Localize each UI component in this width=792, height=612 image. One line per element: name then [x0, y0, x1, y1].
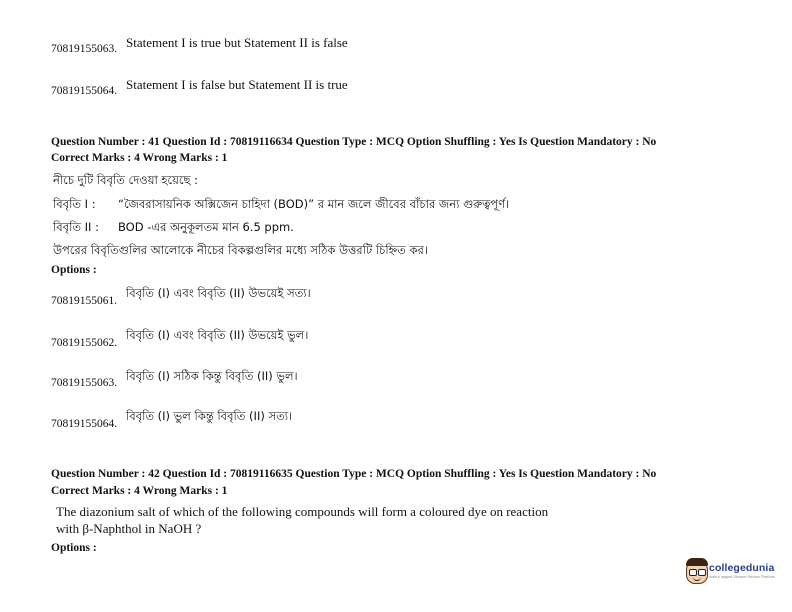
question-instruction: উপরের বিবৃতিগুলির আলোকে নীচের বিকল্পগুলির মধ্যে সঠিক উত্তরটি চিহ্নিত কর।	[53, 243, 428, 257]
option-number: 70819155064.	[51, 85, 118, 97]
options-label: Options :	[51, 542, 97, 554]
option-number: 70819155063.	[51, 377, 118, 389]
option-number: 70819155064.	[51, 418, 118, 430]
option-number: 70819155061.	[51, 295, 118, 307]
question-meta: Question Number : 42 Question Id : 70819116635 Question Type : MCQ Option Shuffling : Yes Is Question Mandatory : No	[51, 468, 657, 480]
mascot-icon	[686, 560, 708, 584]
option-number: 70819155063.	[51, 43, 118, 55]
statement-1-text: “জৈবরাসায়নিক অক্সিজেন চাহিদা (BOD)” র মান জলে জীবের বাঁচার জন্য গুরুত্বপূর্ণ।	[118, 197, 510, 211]
question-text: The diazonium salt of which of the following compounds will form a coloured dye on reaction	[56, 504, 549, 519]
option-number: 70819155062.	[51, 337, 118, 349]
options-label: Options :	[51, 264, 97, 276]
statement-1-label: বিবৃতি I :	[53, 197, 96, 211]
question-marks: Correct Marks : 4 Wrong Marks : 1	[51, 485, 228, 497]
option-text: Statement I is true but Statement II is false	[126, 35, 348, 50]
question-marks: Correct Marks : 4 Wrong Marks : 1	[51, 152, 228, 164]
option-text: বিবৃতি (I) এবং বিবৃতি (II) উভয়েই সত্য।	[126, 286, 311, 300]
logo-tagline: India's largest Student Review Platform	[709, 575, 776, 579]
option-text: Statement I is false but Statement II is true	[126, 77, 348, 92]
question-text: with β-Naphthol in NaOH ?	[56, 521, 202, 536]
option-text: বিবৃতি (I) এবং বিবৃতি (II) উভয়েই ভুল।	[126, 328, 309, 342]
option-text: বিবৃতি (I) সঠিক কিন্তু বিবৃতি (II) ভুল।	[126, 369, 298, 383]
question-intro: নীচে দুটি বিবৃতি দেওয়া হয়েছে :	[53, 173, 199, 187]
question-meta: Question Number : 41 Question Id : 70819116634 Question Type : MCQ Option Shuffling : Yes Is Question Mandatory : No	[51, 136, 657, 148]
logo-name: collegedunia	[709, 562, 775, 574]
collegedunia-logo	[686, 558, 776, 588]
option-text: বিবৃতি (I) ভুল কিন্তু বিবৃতি (II) সত্য।	[126, 409, 293, 423]
statement-2-text: BOD -এর অনুকূলতম মান 6.5 ppm.	[118, 220, 294, 234]
statement-2-label: বিবৃতি II :	[53, 220, 99, 234]
